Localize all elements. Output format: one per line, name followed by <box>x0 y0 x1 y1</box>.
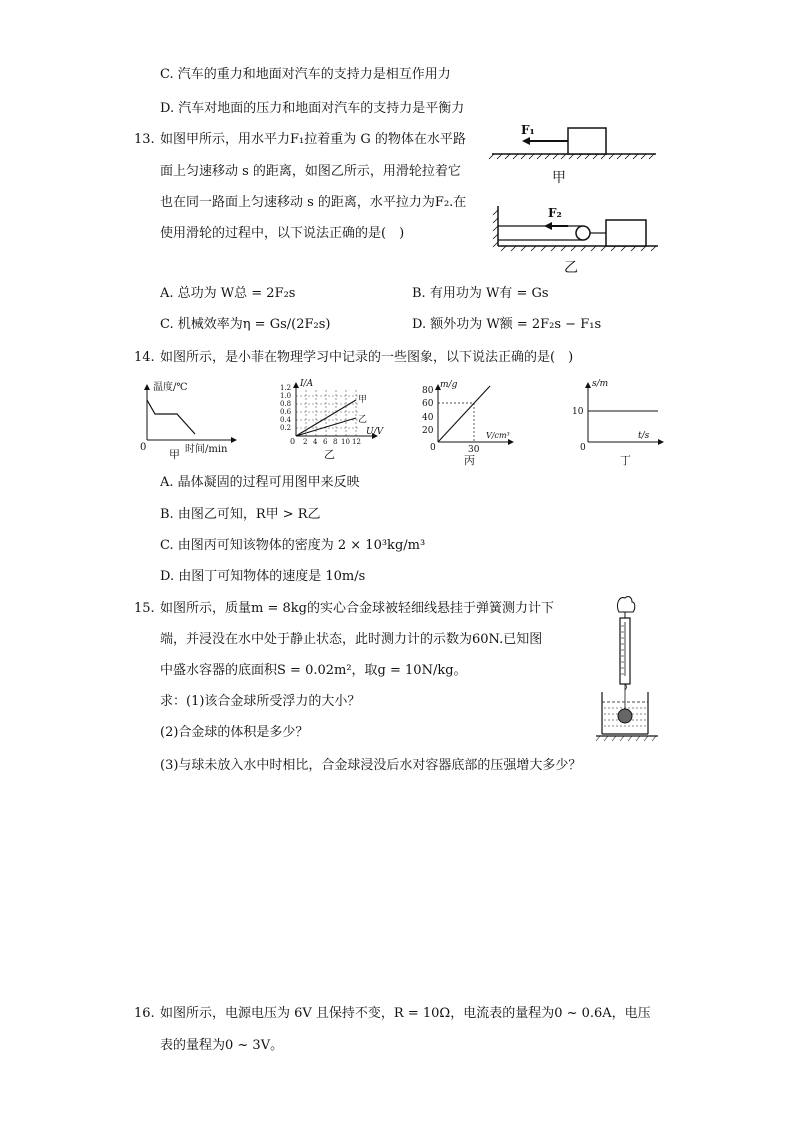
q13-stem-line2: 面上匀速移动 s 的距离，如图乙所示，用滑轮拉着它 <box>160 164 461 179</box>
axis-label-y: 温度/℃ <box>153 382 188 393</box>
q15-question-3: (3)与球未放入水中时相比，合金球浸没后水对容器底部的压强增大多少？ <box>160 758 582 773</box>
q15-question-1: 求：(1)该合金球所受浮力的大小？ <box>160 694 361 709</box>
axis-label-x: t/s <box>638 431 650 441</box>
y-tick: 0.8 <box>280 400 292 408</box>
alloy-ball <box>618 709 632 723</box>
axis-arrow-icon <box>231 437 237 443</box>
q14-option-d: D. 由图丁可知物体的速度是 10m/s <box>160 569 366 584</box>
line-label-yi: 乙 <box>358 415 368 425</box>
axis-arrow-icon <box>658 439 664 445</box>
q13-option-d: D. 额外功为 W额 = 2F₂s − F₁s <box>412 317 602 332</box>
q13-option-b: B. 有用功为 W有 = Gs <box>412 286 549 301</box>
q13-figure-jia <box>486 120 662 190</box>
axis-label-x: U/V <box>366 427 384 437</box>
q16-number: 16. <box>134 1006 155 1021</box>
graph-caption: 丁 <box>620 454 631 466</box>
q14-option-a: A. 晶体凝固的过程可用图甲来反映 <box>160 475 360 490</box>
origin-label: 0 <box>290 437 296 446</box>
x-tick: 12 <box>352 438 361 446</box>
origin-label: 0 <box>580 443 586 453</box>
axis-arrow-icon <box>144 384 150 390</box>
q14-stem: 如图所示，是小菲在物理学习中记录的一些图象，以下说法正确的是( ) <box>160 350 574 365</box>
arrow-left-icon <box>544 222 552 230</box>
q15-stem-line3: 中盛水容器的底面积S = 0.02m²，取g = 10N/kg。 <box>160 663 467 678</box>
x-tick: 8 <box>333 438 338 446</box>
graph-caption: 丙 <box>464 454 475 466</box>
arrow-left-icon <box>522 137 530 145</box>
q14-graph-jia <box>125 378 240 460</box>
y-tick: 10 <box>572 407 584 417</box>
q15-question-2: (2)合金球的体积是多少？ <box>160 725 309 740</box>
y-tick: 80 <box>422 386 434 396</box>
y-tick: 20 <box>422 426 434 436</box>
block <box>606 220 646 246</box>
q15-stem-line1: 如图所示，质量m = 8kg的实心合金球被轻细线悬挂于弹簧测力计下 <box>160 601 554 616</box>
q14-number: 14. <box>134 350 155 365</box>
block <box>568 128 606 154</box>
q14-graph-bing <box>418 378 518 466</box>
axis-arrow-icon <box>585 382 591 388</box>
axis-label-y: m/g <box>440 380 458 390</box>
axis-label-y: s/m <box>592 379 609 389</box>
x-tick: 30 <box>468 445 480 455</box>
series-line-yi <box>296 418 356 436</box>
pulley <box>576 226 590 240</box>
q14-graph-ding <box>568 378 668 466</box>
graph-caption: 甲 <box>169 448 180 460</box>
force-label-f2: F₂ <box>548 206 562 220</box>
mass-volume-line <box>438 386 490 442</box>
y-tick: 1.2 <box>280 384 292 392</box>
q15-figure-spring-scale-beaker <box>594 594 660 746</box>
figure-caption-jia: 甲 <box>552 170 566 186</box>
y-tick: 0.6 <box>280 408 292 416</box>
figure-caption-yi: 乙 <box>564 260 578 276</box>
axis-label-x: V/cm³ <box>486 431 510 440</box>
x-tick: 2 <box>303 438 308 446</box>
axis-arrow-icon <box>293 382 299 388</box>
y-tick: 0.4 <box>280 416 292 424</box>
y-tick: 0.2 <box>280 424 292 432</box>
axis-label-x: 时间/min <box>185 444 228 455</box>
q14-graph-yi <box>274 378 394 462</box>
y-tick: 40 <box>422 413 434 423</box>
x-tick: 4 <box>313 438 318 446</box>
origin-label: 0 <box>140 442 147 453</box>
y-tick: 60 <box>422 399 434 409</box>
q16-stem-line1: 如图所示，电源电压为 6V 且保持不变，R = 10Ω，电流表的量程为0 ~ 0.6A，电压 <box>160 1006 651 1021</box>
q14-option-c: C. 由图丙可知该物体的密度为 2 × 10³kg/m³ <box>160 538 426 553</box>
x-tick: 6 <box>323 438 328 446</box>
q13-option-a: A. 总功为 W总 = 2F₂s <box>160 286 296 301</box>
hand-icon <box>617 597 634 612</box>
q13-stem-line3: 也在同一路面上匀速移动 s 的距离，水平拉力为F₂.在 <box>160 195 467 210</box>
q13-stem-line4: 使用滑轮的过程中，以下说法正确的是( ) <box>160 226 405 241</box>
graph-caption: 乙 <box>324 448 335 461</box>
x-tick: 10 <box>341 438 350 446</box>
q13-number: 13. <box>134 132 155 147</box>
q12-option-d: D. 汽车对地面的压力和地面对汽车的支持力是平衡力 <box>160 101 465 116</box>
q13-option-c: C. 机械效率为η = Gs/(2F₂s) <box>160 317 331 332</box>
origin-label: 0 <box>430 443 436 453</box>
q14-option-b: B. 由图乙可知，R甲 > R乙 <box>160 507 321 522</box>
q13-figure-yi <box>486 200 662 278</box>
q13-stem-line1: 如图甲所示，用水平力F₁拉着重为 G 的物体在水平路 <box>160 132 466 147</box>
q16-stem-line2: 表的量程为0 ~ 3V。 <box>160 1038 284 1053</box>
y-tick: 1.0 <box>280 392 292 400</box>
force-label-f1: F₁ <box>521 123 535 137</box>
q15-stem-line2: 端，并浸没在水中处于静止状态，此时测力计的示数为60N.已知图 <box>160 632 543 647</box>
line-label-jia: 甲 <box>358 395 368 405</box>
q12-option-c: C. 汽车的重力和地面对汽车的支持力是相互作用力 <box>160 67 451 82</box>
temperature-curve <box>147 400 195 434</box>
q15-number: 15. <box>134 601 155 616</box>
axis-label-y: I/A <box>300 379 314 389</box>
